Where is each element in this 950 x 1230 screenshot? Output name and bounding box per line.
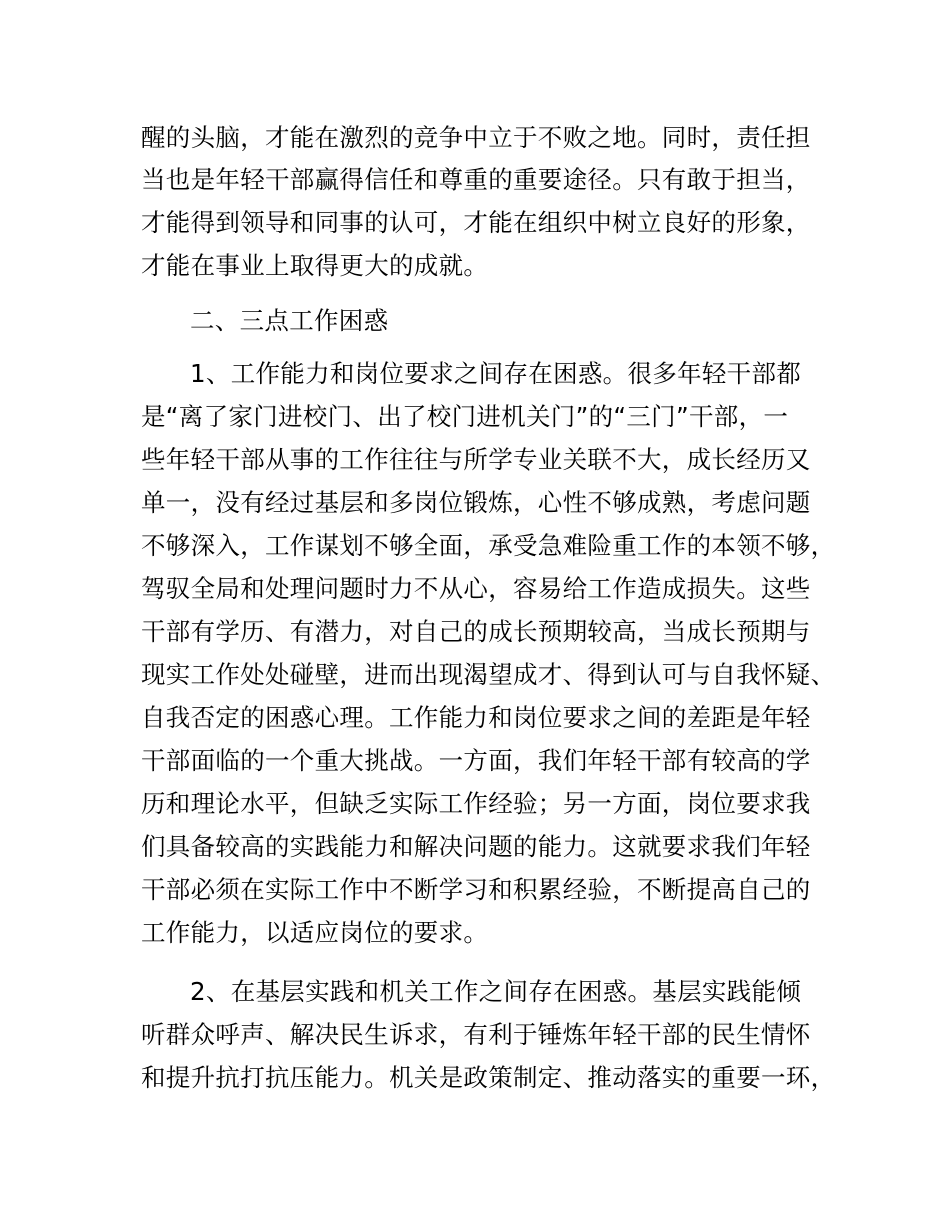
paragraph-line: 听群众呼声、解决民生诉求，有利于锤炼年轻干部的民生情怀 [141, 1020, 811, 1049]
section-heading: 二、三点工作困惑 [190, 306, 389, 335]
paragraph-line: 才能得到领导和同事的认可，才能在组织中树立良好的形象， [141, 208, 811, 237]
paragraph-line: 干部必须在实际工作中不断学习和积累经验，不断提高自己的 [141, 875, 811, 904]
paragraph-line: 1、工作能力和岗位要求之间存在困惑。很多年轻干部都 [190, 359, 802, 388]
paragraph-line: 2、在基层实践和机关工作之间存在困惑。基层实践能倾 [190, 977, 802, 1006]
paragraph-line: 是“离了家门进校门、出了校门进机关门”的“三门”干部，一 [141, 402, 789, 431]
paragraph-line: 才能在事业上取得更大的成就。 [141, 251, 489, 280]
paragraph-line: 历和理论水平，但缺乏实际工作经验；另一方面，岗位要求我 [141, 789, 811, 818]
paragraph-line: 单一，没有经过基层和多岗位锻炼，心性不够成熟，考虑问题 [141, 488, 811, 517]
paragraph-line: 当也是年轻干部赢得信任和尊重的重要途径。只有敢于担当， [141, 165, 811, 194]
paragraph-line: 现实工作处处碰壁，进而出现渴望成才、得到认可与自我怀疑、 [141, 660, 836, 689]
paragraph-line: 驾驭全局和处理问题时力不从心，容易给工作造成损失。这些 [141, 574, 811, 603]
paragraph-line: 醒的头脑，才能在激烈的竞争中立于不败之地。同时，责任担 [141, 123, 811, 152]
paragraph-line: 不够深入，工作谋划不够全面，承受急难险重工作的本领不够， [141, 531, 836, 560]
paragraph-line: 们具备较高的实践能力和解决问题的能力。这就要求我们年轻 [141, 832, 811, 861]
paragraph-line: 自我否定的困惑心理。工作能力和岗位要求之间的差距是年轻 [141, 703, 811, 732]
paragraph-line: 和提升抗打抗压能力。机关是政策制定、推动落实的重要一环， [141, 1063, 836, 1092]
paragraph-line: 干部有学历、有潜力，对自己的成长预期较高，当成长预期与 [141, 617, 811, 646]
paragraph-line: 工作能力，以适应岗位的要求。 [141, 918, 489, 947]
paragraph-line: 些年轻干部从事的工作往往与所学专业关联不大，成长经历又 [141, 445, 811, 474]
paragraph-line: 干部面临的一个重大挑战。一方面，我们年轻干部有较高的学 [141, 746, 811, 775]
